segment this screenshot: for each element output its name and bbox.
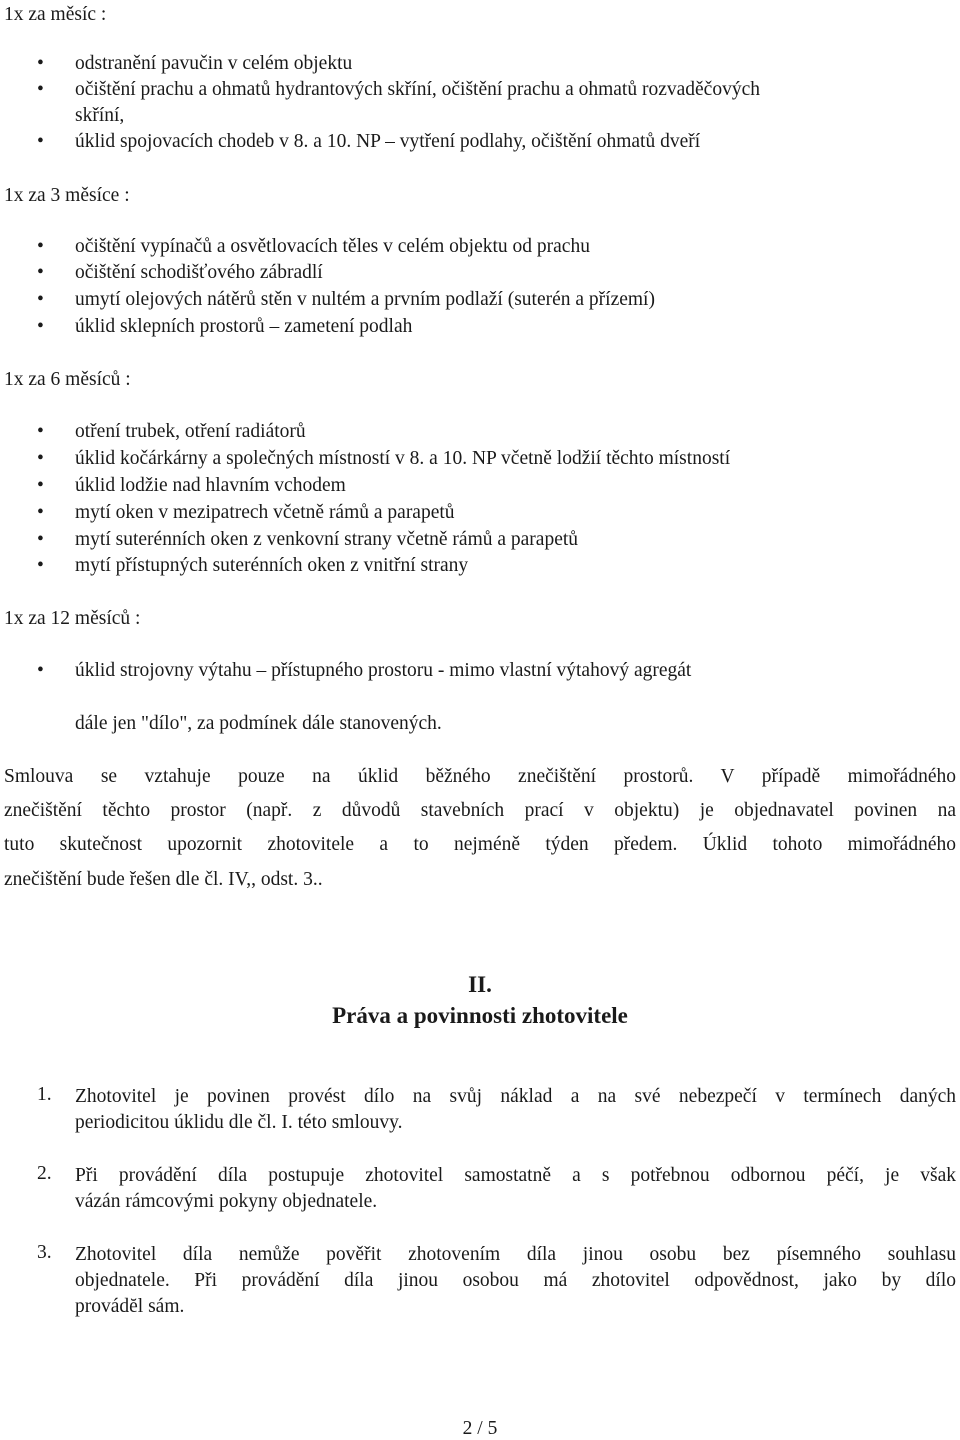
- clause-line: periodicitou úklidu dle čl. I. této smlouvy.: [75, 1112, 403, 1133]
- bullet-icon: •: [37, 316, 44, 337]
- list-item-text: úklid kočárkárny a společných místností v 8. a 10. NP včetně lodžií těchto místností: [75, 448, 731, 469]
- paragraph-line: tuto skutečnost upozornit zhotovitele a to nejméně týden předem. Úklid tohoto mimořádného: [4, 834, 956, 855]
- page-number: 2 / 5: [462, 1418, 498, 1439]
- bullet-icon: •: [37, 53, 44, 74]
- heading-half-yearly: 1x za 6 měsíců :: [4, 369, 131, 390]
- paragraph-line: znečištění bude řešen dle čl. IV,, odst. 3..: [4, 869, 323, 890]
- heading-monthly: 1x za měsíc :: [4, 4, 107, 25]
- bullet-icon: •: [37, 502, 44, 523]
- bullet-icon: •: [37, 79, 44, 100]
- heading-yearly: 1x za 12 měsíců :: [4, 608, 141, 629]
- bullet-icon: •: [37, 660, 44, 681]
- bullet-icon: •: [37, 289, 44, 310]
- section-number: II.: [468, 972, 492, 997]
- clause-line: provádĕl sám.: [75, 1296, 185, 1317]
- bullet-icon: •: [37, 555, 44, 576]
- list-item-text: úklid strojovny výtahu – přístupného prostoru - mimo vlastní výtahový agregát: [75, 660, 692, 681]
- bullet-icon: •: [37, 131, 44, 152]
- list-item-text: mytí přístupných suterénních oken z vnitřní strany: [75, 555, 469, 576]
- continuation-text: dále jen "dílo", za podmínek dále stanovených.: [75, 713, 442, 734]
- list-item-text: úklid spojovacích chodeb v 8. a 10. NP – vytření podlahy, očištění ohmatů dveří: [75, 131, 701, 152]
- list-item-text: očištění schodišťového zábradlí: [75, 262, 323, 283]
- bullet-icon: •: [37, 475, 44, 496]
- list-item-text: otření trubek, otření radiátorů: [75, 421, 306, 442]
- list-item-text: skříní,: [75, 105, 125, 126]
- list-item-text: očištění prachu a ohmatů hydrantových skříní, očištění prachu a ohmatů rozvaděčových: [75, 79, 760, 100]
- section-title: Práva a povinnosti zhotovitele: [332, 1003, 628, 1028]
- bullet-icon: •: [37, 421, 44, 442]
- paragraph-line: znečištění těchto prostor (např. z důvodů stavebních prací v objektu) je objednavatel povinen na: [4, 800, 956, 821]
- heading-quarterly: 1x za 3 měsíce :: [4, 185, 130, 206]
- clause-line: objednatele. Při provádění díla jinou osobou má zhotovitel odpovědnost, jako by dílo: [75, 1270, 956, 1291]
- bullet-icon: •: [37, 236, 44, 257]
- list-item-text: úklid sklepních prostorů – zametení podlah: [75, 316, 413, 337]
- list-item-text: mytí suterénních oken z venkovní strany včetně rámů a parapetů: [75, 529, 579, 550]
- clause-line: Při provádění díla postupuje zhotovitel samostatně a s potřebnou odbornou péčí, je však: [75, 1165, 956, 1186]
- clause-line: Zhotovitel díla nemůže pověřit zhotovením díla jinou osobu bez písemného souhlasu: [75, 1244, 956, 1265]
- bullet-icon: •: [37, 262, 44, 283]
- clause-number: 1.: [37, 1084, 52, 1105]
- clause-number: 3.: [37, 1242, 52, 1263]
- list-item-text: umytí olejových nátěrů stěn v nultém a prvním podlaží (suterén a přízemí): [75, 289, 655, 310]
- clause-line: Zhotovitel je povinen provést dílo na svůj náklad a na své nebezpečí v termínech daných: [75, 1086, 956, 1107]
- list-item-text: mytí oken v mezipatrech včetně rámů a parapetů: [75, 502, 455, 523]
- paragraph-line: Smlouva se vztahuje pouze na úklid běžného znečištění prostorů. V případě mimořádného: [4, 766, 956, 787]
- list-item-text: úklid lodžie nad hlavním vchodem: [75, 475, 346, 496]
- bullet-icon: •: [37, 529, 44, 550]
- list-item-text: odstranění pavučin v celém objektu: [75, 53, 353, 74]
- bullet-icon: •: [37, 448, 44, 469]
- clause-line: vázán rámcovými pokyny objednatele.: [75, 1191, 378, 1212]
- list-item-text: očištění vypínačů a osvětlovacích těles v celém objektu od prachu: [75, 236, 590, 257]
- clause-number: 2.: [37, 1163, 52, 1184]
